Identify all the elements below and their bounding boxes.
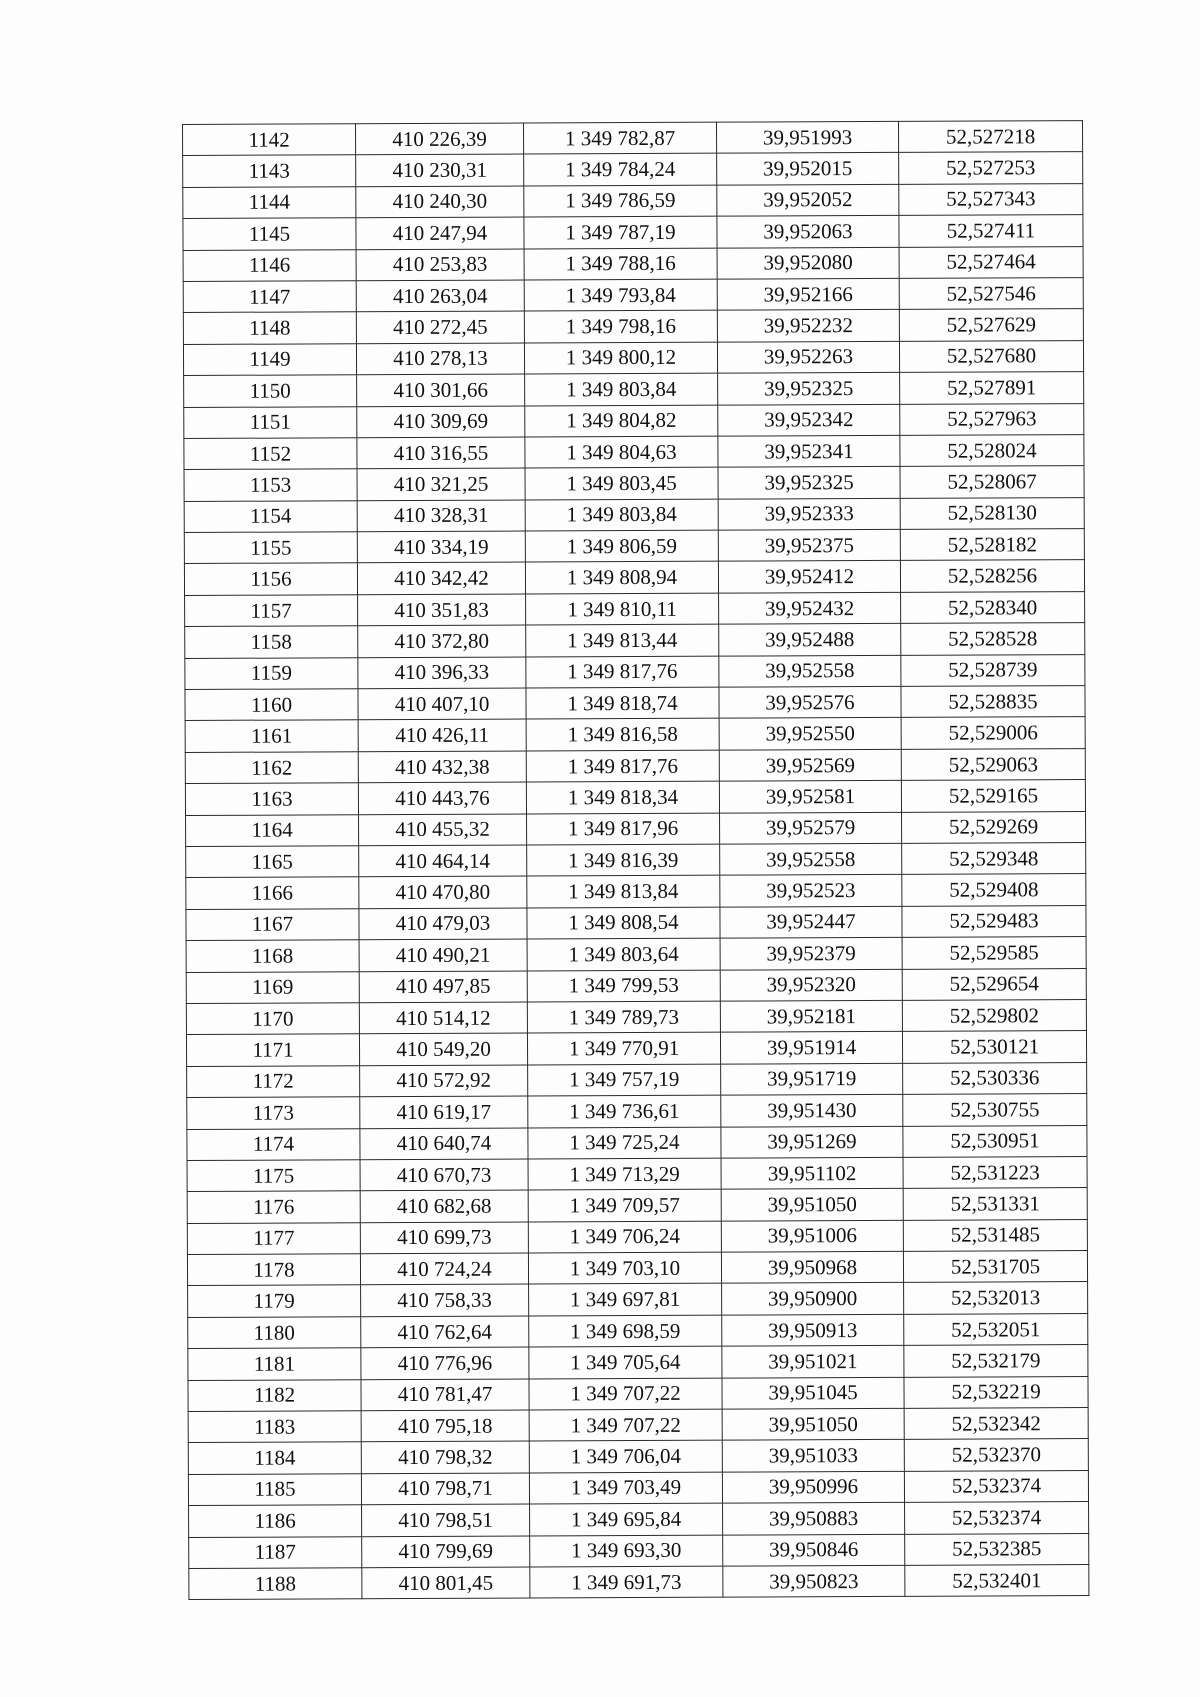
- y-coordinate-cell: 1 349 806,59: [525, 530, 718, 562]
- table-row: [184, 529, 1084, 564]
- table-row: [187, 1094, 1087, 1129]
- longitude-cell: 39,952320: [720, 969, 902, 1001]
- longitude-cell: 39,952579: [720, 812, 902, 844]
- point-number-cell: 1162: [185, 752, 358, 784]
- point-number-cell: 1143: [183, 155, 356, 187]
- x-coordinate-cell: 410 351,83: [358, 594, 526, 626]
- longitude-cell: 39,952342: [718, 404, 900, 436]
- y-coordinate-cell: 1 349 817,76: [526, 750, 719, 782]
- point-number-cell: 1184: [188, 1442, 361, 1474]
- point-number-cell: 1146: [183, 249, 356, 281]
- latitude-cell: 52,527629: [899, 309, 1083, 341]
- point-number-cell: 1171: [186, 1034, 359, 1066]
- latitude-cell: 52,528130: [900, 497, 1084, 529]
- table-row: [187, 1156, 1087, 1191]
- longitude-cell: 39,951914: [720, 1032, 902, 1064]
- y-coordinate-cell: 1 349 808,54: [527, 907, 720, 939]
- y-coordinate-cell: 1 349 770,91: [527, 1032, 720, 1064]
- latitude-cell: 52,532013: [904, 1282, 1088, 1314]
- table-row: [184, 434, 1084, 469]
- x-coordinate-cell: 410 479,03: [359, 908, 527, 940]
- y-coordinate-cell: 1 349 816,58: [526, 719, 719, 751]
- y-coordinate-cell: 1 349 786,59: [524, 185, 717, 217]
- y-coordinate-cell: 1 349 757,19: [528, 1064, 721, 1096]
- y-coordinate-cell: 1 349 800,12: [524, 342, 717, 374]
- y-coordinate-cell: 1 349 713,29: [528, 1158, 721, 1190]
- x-coordinate-cell: 410 640,74: [360, 1128, 528, 1160]
- table-row: [188, 1345, 1088, 1380]
- point-number-cell: 1149: [183, 343, 356, 375]
- x-coordinate-cell: 410 432,38: [358, 751, 526, 783]
- y-coordinate-cell: 1 349 803,84: [525, 499, 718, 531]
- longitude-cell: 39,950883: [723, 1503, 905, 1535]
- longitude-cell: 39,952325: [718, 467, 900, 499]
- point-number-cell: 1187: [189, 1536, 362, 1568]
- y-coordinate-cell: 1 349 736,61: [528, 1095, 721, 1127]
- y-coordinate-cell: 1 349 813,44: [526, 624, 719, 656]
- longitude-cell: 39,951269: [721, 1126, 903, 1158]
- point-number-cell: 1148: [183, 312, 356, 344]
- x-coordinate-cell: 410 798,32: [361, 1441, 529, 1473]
- x-coordinate-cell: 410 470,80: [359, 876, 527, 908]
- y-coordinate-cell: 1 349 706,24: [528, 1221, 721, 1253]
- table-row: [183, 278, 1083, 313]
- x-coordinate-cell: 410 549,20: [359, 1033, 527, 1065]
- point-number-cell: 1168: [186, 940, 359, 972]
- table-row: [185, 591, 1085, 626]
- latitude-cell: 52,532401: [905, 1565, 1089, 1597]
- table-row: [188, 1439, 1088, 1474]
- table-row: [188, 1282, 1088, 1317]
- table-row: [186, 874, 1086, 909]
- y-coordinate-cell: 1 349 818,34: [526, 781, 719, 813]
- y-coordinate-cell: 1 349 804,63: [525, 436, 718, 468]
- table-row: [183, 215, 1083, 250]
- latitude-cell: 52,529165: [901, 780, 1085, 812]
- x-coordinate-cell: 410 801,45: [362, 1567, 530, 1599]
- coordinates-table: [182, 120, 1089, 1600]
- table-row: [187, 1125, 1087, 1160]
- x-coordinate-cell: 410 699,73: [360, 1222, 528, 1254]
- latitude-cell: 52,529006: [901, 717, 1085, 749]
- longitude-cell: 39,952333: [718, 498, 900, 530]
- point-number-cell: 1163: [185, 783, 358, 815]
- table-row: [183, 340, 1083, 375]
- longitude-cell: 39,951993: [716, 121, 898, 153]
- point-number-cell: 1142: [183, 124, 356, 156]
- table-row: [183, 183, 1083, 218]
- latitude-cell: 52,531331: [903, 1188, 1087, 1220]
- latitude-cell: 52,527218: [898, 121, 1082, 153]
- latitude-cell: 52,532385: [905, 1533, 1089, 1565]
- point-number-cell: 1172: [187, 1065, 360, 1097]
- x-coordinate-cell: 410 301,66: [357, 374, 525, 406]
- y-coordinate-cell: 1 349 695,84: [530, 1503, 723, 1535]
- longitude-cell: 39,952263: [717, 341, 899, 373]
- table-row: [183, 121, 1083, 156]
- point-number-cell: 1182: [188, 1379, 361, 1411]
- point-number-cell: 1155: [184, 532, 357, 564]
- table-row: [186, 937, 1086, 972]
- latitude-cell: 52,527343: [899, 183, 1083, 215]
- latitude-cell: 52,532179: [904, 1345, 1088, 1377]
- table-row: [189, 1565, 1089, 1600]
- table-row: [185, 748, 1085, 783]
- table-row: [188, 1470, 1088, 1505]
- x-coordinate-cell: 410 230,31: [356, 154, 524, 186]
- table-row: [186, 968, 1086, 1003]
- longitude-cell: 39,950913: [722, 1314, 904, 1346]
- latitude-cell: 52,531485: [903, 1219, 1087, 1251]
- point-number-cell: 1174: [187, 1128, 360, 1160]
- latitude-cell: 52,532051: [904, 1313, 1088, 1345]
- longitude-cell: 39,951045: [722, 1377, 904, 1409]
- point-number-cell: 1167: [186, 909, 359, 941]
- longitude-cell: 39,952447: [720, 906, 902, 938]
- latitude-cell: 52,530336: [903, 1062, 1087, 1094]
- table-row: [187, 1062, 1087, 1097]
- latitude-cell: 52,529063: [901, 748, 1085, 780]
- latitude-cell: 52,527464: [899, 246, 1083, 278]
- x-coordinate-cell: 410 240,30: [356, 186, 524, 218]
- y-coordinate-cell: 1 349 703,49: [529, 1472, 722, 1504]
- y-coordinate-cell: 1 349 799,53: [527, 970, 720, 1002]
- table-row: [188, 1313, 1088, 1348]
- longitude-cell: 39,952569: [719, 749, 901, 781]
- point-number-cell: 1173: [187, 1097, 360, 1129]
- x-coordinate-cell: 410 798,71: [361, 1473, 529, 1505]
- latitude-cell: 52,532370: [904, 1439, 1088, 1471]
- point-number-cell: 1164: [186, 814, 359, 846]
- y-coordinate-cell: 1 349 817,76: [526, 656, 719, 688]
- x-coordinate-cell: 410 776,96: [361, 1347, 529, 1379]
- point-number-cell: 1179: [188, 1285, 361, 1317]
- x-coordinate-cell: 410 682,68: [360, 1190, 528, 1222]
- table-row: [186, 905, 1086, 940]
- point-number-cell: 1151: [184, 406, 357, 438]
- y-coordinate-cell: 1 349 803,84: [525, 373, 718, 405]
- x-coordinate-cell: 410 758,33: [361, 1284, 529, 1316]
- table-row: [184, 466, 1084, 501]
- latitude-cell: 52,529348: [902, 843, 1086, 875]
- y-coordinate-cell: 1 349 793,84: [524, 279, 717, 311]
- x-coordinate-cell: 410 247,94: [356, 217, 524, 249]
- point-number-cell: 1157: [185, 595, 358, 627]
- y-coordinate-cell: 1 349 803,64: [527, 938, 720, 970]
- point-number-cell: 1180: [188, 1317, 361, 1349]
- x-coordinate-cell: 410 670,73: [360, 1159, 528, 1191]
- longitude-cell: 39,952375: [718, 529, 900, 561]
- table-row: [183, 309, 1083, 344]
- point-number-cell: 1166: [186, 877, 359, 909]
- longitude-cell: 39,951102: [721, 1157, 903, 1189]
- point-number-cell: 1176: [187, 1191, 360, 1223]
- table-row: [185, 654, 1085, 689]
- y-coordinate-cell: 1 349 803,45: [525, 467, 718, 499]
- point-number-cell: 1156: [184, 563, 357, 595]
- point-number-cell: 1160: [185, 689, 358, 721]
- latitude-cell: 52,528256: [900, 560, 1084, 592]
- point-number-cell: 1169: [186, 971, 359, 1003]
- longitude-cell: 39,952523: [720, 875, 902, 907]
- table-row: [183, 246, 1083, 281]
- longitude-cell: 39,952015: [717, 153, 899, 185]
- x-coordinate-cell: 410 455,32: [359, 814, 527, 846]
- y-coordinate-cell: 1 349 707,22: [529, 1378, 722, 1410]
- longitude-cell: 39,952412: [718, 561, 900, 593]
- y-coordinate-cell: 1 349 725,24: [528, 1127, 721, 1159]
- coordinates-table-body: [183, 121, 1089, 1600]
- point-number-cell: 1185: [188, 1474, 361, 1506]
- x-coordinate-cell: 410 407,10: [358, 688, 526, 720]
- longitude-cell: 39,952576: [719, 686, 901, 718]
- latitude-cell: 52,532219: [904, 1376, 1088, 1408]
- latitude-cell: 52,527546: [899, 278, 1083, 310]
- latitude-cell: 52,528067: [900, 466, 1084, 498]
- y-coordinate-cell: 1 349 782,87: [523, 122, 716, 154]
- latitude-cell: 52,528182: [900, 529, 1084, 561]
- y-coordinate-cell: 1 349 808,94: [525, 562, 718, 594]
- point-number-cell: 1188: [189, 1568, 362, 1600]
- table-row: [186, 999, 1086, 1034]
- latitude-cell: 52,529802: [902, 999, 1086, 1031]
- x-coordinate-cell: 410 396,33: [358, 657, 526, 689]
- latitude-cell: 52,530755: [903, 1094, 1087, 1126]
- point-number-cell: 1178: [187, 1254, 360, 1286]
- latitude-cell: 52,531705: [903, 1251, 1087, 1283]
- y-coordinate-cell: 1 349 707,22: [529, 1409, 722, 1441]
- x-coordinate-cell: 410 497,85: [359, 971, 527, 1003]
- x-coordinate-cell: 410 321,25: [357, 468, 525, 500]
- longitude-cell: 39,952232: [717, 310, 899, 342]
- table-row: [185, 623, 1085, 658]
- longitude-cell: 39,952581: [719, 781, 901, 813]
- point-number-cell: 1153: [184, 469, 357, 501]
- x-coordinate-cell: 410 799,69: [362, 1536, 530, 1568]
- point-number-cell: 1144: [183, 187, 356, 219]
- y-coordinate-cell: 1 349 693,30: [530, 1535, 723, 1567]
- point-number-cell: 1158: [185, 626, 358, 658]
- table-row: [183, 152, 1083, 187]
- y-coordinate-cell: 1 349 813,84: [527, 876, 720, 908]
- longitude-cell: 39,952341: [718, 435, 900, 467]
- latitude-cell: 52,529585: [902, 937, 1086, 969]
- latitude-cell: 52,529654: [902, 968, 1086, 1000]
- x-coordinate-cell: 410 334,19: [357, 531, 525, 563]
- y-coordinate-cell: 1 349 810,11: [526, 593, 719, 625]
- point-number-cell: 1183: [188, 1411, 361, 1443]
- point-number-cell: 1147: [183, 281, 356, 313]
- x-coordinate-cell: 410 253,83: [356, 249, 524, 281]
- y-coordinate-cell: 1 349 787,19: [524, 216, 717, 248]
- table-row: [185, 686, 1085, 721]
- table-row: [189, 1533, 1089, 1568]
- y-coordinate-cell: 1 349 817,96: [527, 813, 720, 845]
- longitude-cell: 39,952052: [717, 184, 899, 216]
- table-row: [186, 843, 1086, 878]
- longitude-cell: 39,950823: [723, 1565, 905, 1597]
- longitude-cell: 39,950900: [722, 1283, 904, 1315]
- table-row: [185, 717, 1085, 752]
- point-number-cell: 1145: [183, 218, 356, 250]
- x-coordinate-cell: 410 781,47: [361, 1379, 529, 1411]
- longitude-cell: 39,951006: [721, 1220, 903, 1252]
- x-coordinate-cell: 410 795,18: [361, 1410, 529, 1442]
- longitude-cell: 39,951021: [722, 1346, 904, 1378]
- latitude-cell: 52,528340: [901, 591, 1085, 623]
- latitude-cell: 52,528024: [900, 434, 1084, 466]
- x-coordinate-cell: 410 443,76: [358, 782, 526, 814]
- y-coordinate-cell: 1 349 698,59: [529, 1315, 722, 1347]
- y-coordinate-cell: 1 349 705,64: [529, 1346, 722, 1378]
- latitude-cell: 52,528835: [901, 686, 1085, 718]
- x-coordinate-cell: 410 316,55: [357, 437, 525, 469]
- point-number-cell: 1170: [186, 1003, 359, 1035]
- longitude-cell: 39,950968: [721, 1251, 903, 1283]
- x-coordinate-cell: 410 464,14: [359, 845, 527, 877]
- x-coordinate-cell: 410 724,24: [360, 1253, 528, 1285]
- longitude-cell: 39,951430: [721, 1094, 903, 1126]
- longitude-cell: 39,952379: [720, 938, 902, 970]
- table-row: [184, 372, 1084, 407]
- longitude-cell: 39,952558: [719, 655, 901, 687]
- table-row: [184, 560, 1084, 595]
- longitude-cell: 39,951050: [722, 1408, 904, 1440]
- y-coordinate-cell: 1 349 784,24: [524, 154, 717, 186]
- longitude-cell: 39,951033: [722, 1440, 904, 1472]
- latitude-cell: 52,527891: [900, 372, 1084, 404]
- table-row: [187, 1188, 1087, 1223]
- table-row: [188, 1376, 1088, 1411]
- latitude-cell: 52,527253: [899, 152, 1083, 184]
- y-coordinate-cell: 1 349 818,74: [526, 687, 719, 719]
- table-row: [186, 811, 1086, 846]
- table-row: [184, 403, 1084, 438]
- latitude-cell: 52,528739: [901, 654, 1085, 686]
- latitude-cell: 52,532342: [904, 1408, 1088, 1440]
- x-coordinate-cell: 410 426,11: [358, 719, 526, 751]
- x-coordinate-cell: 410 572,92: [360, 1065, 528, 1097]
- x-coordinate-cell: 410 342,42: [357, 562, 525, 594]
- latitude-cell: 52,529408: [902, 874, 1086, 906]
- table-row: [185, 780, 1085, 815]
- x-coordinate-cell: 410 619,17: [360, 1096, 528, 1128]
- y-coordinate-cell: 1 349 691,73: [530, 1566, 723, 1598]
- y-coordinate-cell: 1 349 816,39: [527, 844, 720, 876]
- x-coordinate-cell: 410 328,31: [357, 500, 525, 532]
- x-coordinate-cell: 410 372,80: [358, 625, 526, 657]
- latitude-cell: 52,529269: [902, 811, 1086, 843]
- point-number-cell: 1159: [185, 657, 358, 689]
- longitude-cell: 39,950846: [723, 1534, 905, 1566]
- longitude-cell: 39,951719: [721, 1063, 903, 1095]
- x-coordinate-cell: 410 514,12: [359, 1002, 527, 1034]
- x-coordinate-cell: 410 272,45: [356, 311, 524, 343]
- table-row: [184, 497, 1084, 532]
- x-coordinate-cell: 410 226,39: [356, 123, 524, 155]
- point-number-cell: 1150: [184, 375, 357, 407]
- point-number-cell: 1165: [186, 846, 359, 878]
- table-row: [187, 1251, 1087, 1286]
- point-number-cell: 1177: [187, 1222, 360, 1254]
- latitude-cell: 52,528528: [901, 623, 1085, 655]
- y-coordinate-cell: 1 349 788,16: [524, 248, 717, 280]
- longitude-cell: 39,952558: [720, 843, 902, 875]
- longitude-cell: 39,950996: [722, 1471, 904, 1503]
- longitude-cell: 39,952432: [719, 592, 901, 624]
- x-coordinate-cell: 410 762,64: [361, 1316, 529, 1348]
- point-number-cell: 1186: [189, 1505, 362, 1537]
- x-coordinate-cell: 410 263,04: [356, 280, 524, 312]
- longitude-cell: 39,952325: [718, 372, 900, 404]
- point-number-cell: 1181: [188, 1348, 361, 1380]
- latitude-cell: 52,532374: [904, 1470, 1088, 1502]
- y-coordinate-cell: 1 349 703,10: [528, 1252, 721, 1284]
- table-row: [189, 1502, 1089, 1537]
- y-coordinate-cell: 1 349 789,73: [527, 1001, 720, 1033]
- latitude-cell: 52,531223: [903, 1156, 1087, 1188]
- latitude-cell: 52,532374: [905, 1502, 1089, 1534]
- y-coordinate-cell: 1 349 709,57: [528, 1189, 721, 1221]
- point-number-cell: 1175: [187, 1160, 360, 1192]
- y-coordinate-cell: 1 349 804,82: [525, 405, 718, 437]
- longitude-cell: 39,951050: [721, 1189, 903, 1221]
- longitude-cell: 39,952063: [717, 216, 899, 248]
- point-number-cell: 1154: [184, 500, 357, 532]
- y-coordinate-cell: 1 349 706,04: [529, 1441, 722, 1473]
- x-coordinate-cell: 410 798,51: [362, 1504, 530, 1536]
- table-row: [188, 1408, 1088, 1443]
- table-row: [186, 1031, 1086, 1066]
- latitude-cell: 52,527963: [900, 403, 1084, 435]
- latitude-cell: 52,529483: [902, 905, 1086, 937]
- point-number-cell: 1152: [184, 438, 357, 470]
- longitude-cell: 39,952181: [720, 1000, 902, 1032]
- longitude-cell: 39,952080: [717, 247, 899, 279]
- latitude-cell: 52,530951: [903, 1125, 1087, 1157]
- longitude-cell: 39,952166: [717, 278, 899, 310]
- y-coordinate-cell: 1 349 697,81: [529, 1284, 722, 1316]
- latitude-cell: 52,527411: [899, 215, 1083, 247]
- y-coordinate-cell: 1 349 798,16: [524, 311, 717, 343]
- point-number-cell: 1161: [185, 720, 358, 752]
- x-coordinate-cell: 410 309,69: [357, 406, 525, 438]
- x-coordinate-cell: 410 278,13: [356, 343, 524, 375]
- longitude-cell: 39,952488: [719, 624, 901, 656]
- longitude-cell: 39,952550: [719, 718, 901, 750]
- latitude-cell: 52,530121: [902, 1031, 1086, 1063]
- table-row: [187, 1219, 1087, 1254]
- latitude-cell: 52,527680: [899, 340, 1083, 372]
- x-coordinate-cell: 410 490,21: [359, 939, 527, 971]
